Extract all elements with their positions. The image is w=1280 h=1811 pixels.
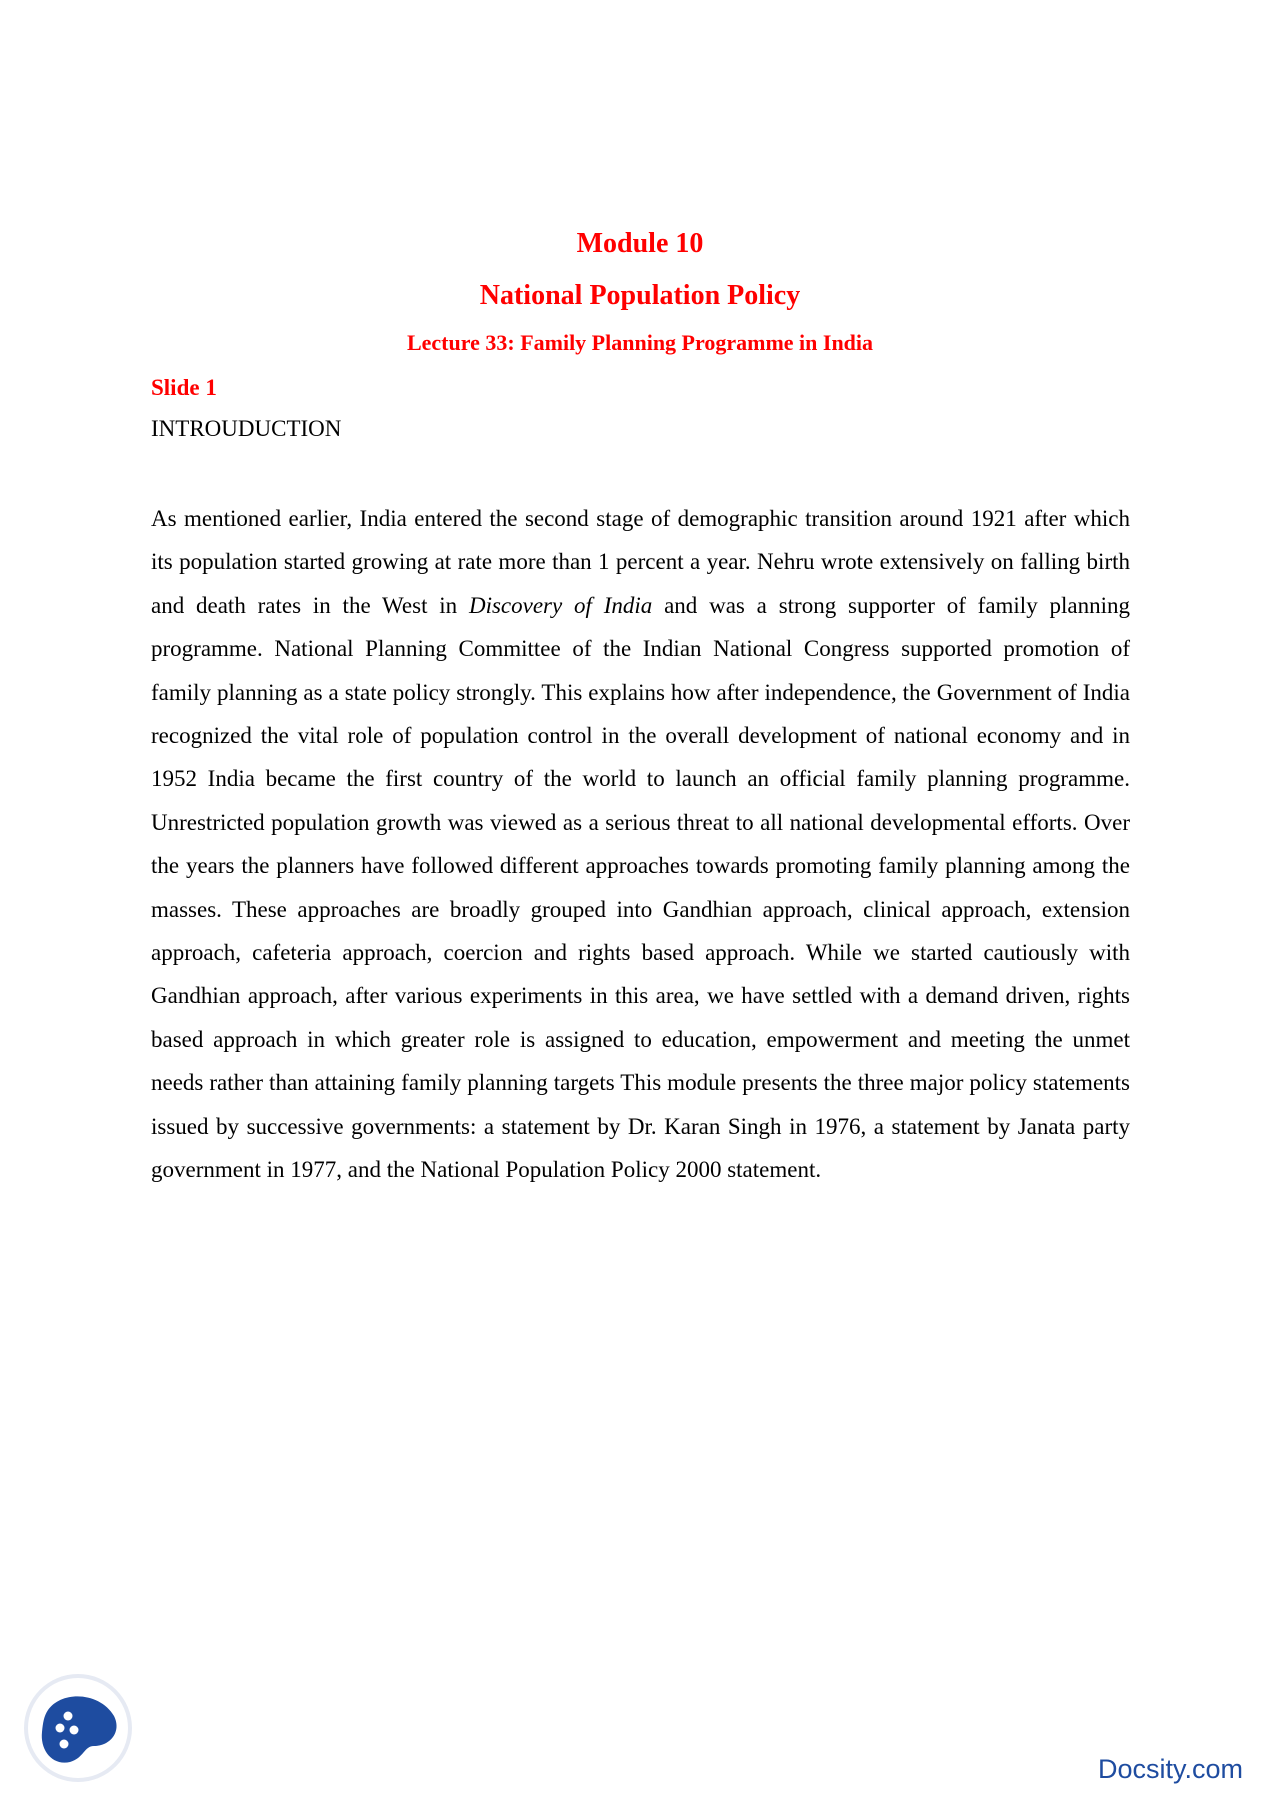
slide-label: Slide 1 xyxy=(151,375,217,400)
paragraph-text-part1: As mentioned earlier, India entered the second stage of demographic transition around 1921 after which its population started growing at rate more than 1 percent a year. Nehru wrote extensively on falling birth and death rates in the West in xyxy=(151,506,1130,618)
policy-title: National Population Policy xyxy=(479,280,801,311)
book-title: Discovery of India xyxy=(468,592,653,618)
section-heading: INTROUDUCTION xyxy=(151,416,342,441)
docsity-brand-text[interactable]: Docsity.com xyxy=(1098,1754,1244,1784)
body-paragraph xyxy=(151,497,1130,1192)
lecture-title: Lecture 33: Family Planning Programme in India xyxy=(406,330,874,355)
module-title: Module 10 xyxy=(576,228,704,259)
paragraph-text-part2: and was a strong supporter of family planning programme. National Planning Committee of the Indian National Congress supported promotion of family planning as a state policy strongly. This explains how after independence, the Government of India recognized the vital role of population control in the overall development of national economy and in 1952 India became the first country of the world to launch an official family planning programme. Unrestricted population growth was viewed as a serious threat to all national developmental efforts. Over the years the planners have followed different approaches towards promoting family planning among the masses. These approaches are broadly grouped into Gandhian approach, clinical approach, extension approach, cafeteria approach, coercion and rights based approach. While we started cautiously with Gandhian approach, after various experiments in this area, we have settled with a demand driven, rights based approach in which greater role is assigned to education, empowerment and meeting the unmet needs rather than attaining family planning targets This module presents the three major policy statements issued by successive governments: a statement by Dr. Karan Singh in 1976, a statement by Janata party government in 1977, and the National Population Policy 2000 statement. xyxy=(151,592,1130,1183)
docsity-logo-icon xyxy=(22,1672,134,1784)
